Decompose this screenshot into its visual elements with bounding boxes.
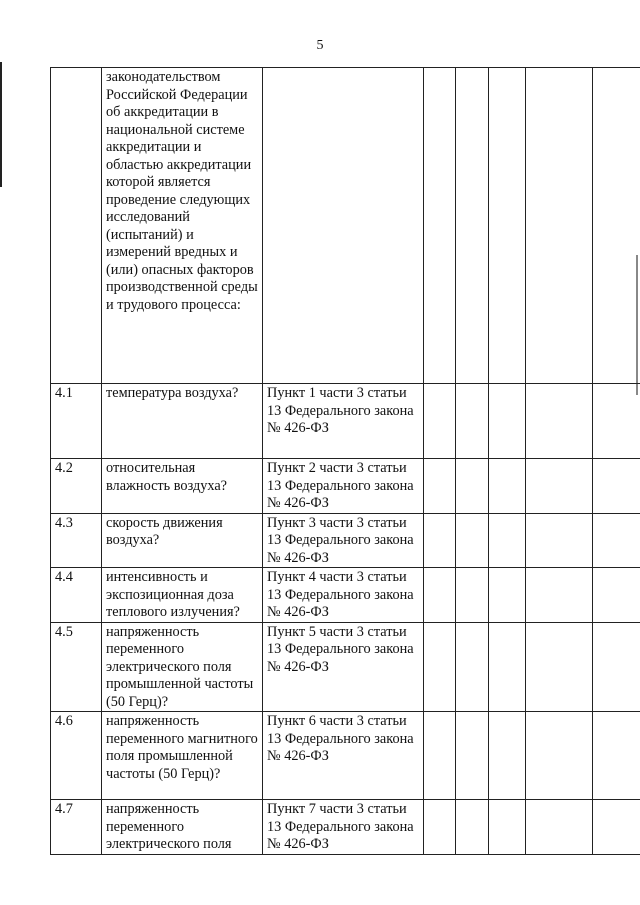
answer-cell-na xyxy=(489,513,526,568)
answer-cell-no xyxy=(456,712,489,800)
row-number: 4.6 xyxy=(51,712,102,800)
answer-cell-comment xyxy=(526,513,593,568)
table-row xyxy=(51,459,640,514)
answer-cell-note xyxy=(593,513,640,568)
row-question: законодательством Российской Федерации об аккредитации в национальной системе аккредитации и областью аккредитации которой является проведение следующих исследований (испытаний) и измерений вредных и (или) опасных факторов производственной среды и трудового процесса: xyxy=(102,68,263,384)
answer-cell-no xyxy=(456,568,489,623)
row-reference: Пункт 6 части 3 статьи 13 Федерального закона № 426-ФЗ xyxy=(263,712,424,800)
answer-cell-note xyxy=(593,384,640,459)
answer-cell-comment xyxy=(526,712,593,800)
answer-cell-comment xyxy=(526,622,593,712)
answer-cell-comment xyxy=(526,568,593,623)
answer-cell-na xyxy=(489,712,526,800)
row-question: напряженность переменного электрического поля xyxy=(102,800,263,855)
answer-cell-yes xyxy=(424,68,456,384)
row-number: 4.2 xyxy=(51,459,102,514)
table-row xyxy=(51,68,640,384)
answer-cell-no xyxy=(456,384,489,459)
answer-cell-no xyxy=(456,800,489,855)
answer-cell-no xyxy=(456,622,489,712)
row-question: напряженность переменного электрического поля промышленной частоты (50 Герц)? xyxy=(102,622,263,712)
row-question: скорость движения воздуха? xyxy=(102,513,263,568)
answer-cell-comment xyxy=(526,800,593,855)
answer-cell-yes xyxy=(424,384,456,459)
row-reference xyxy=(263,68,424,384)
row-reference: Пункт 2 части 3 статьи 13 Федерального закона № 426-ФЗ xyxy=(263,459,424,514)
answer-cell-yes xyxy=(424,800,456,855)
row-number: 4.3 xyxy=(51,513,102,568)
row-question: напряженность переменного магнитного поля промышленной частоты (50 Герц)? xyxy=(102,712,263,800)
table-row xyxy=(51,513,640,568)
answer-cell-na xyxy=(489,622,526,712)
answer-cell-note xyxy=(593,568,640,623)
answer-cell-comment xyxy=(526,384,593,459)
answer-cell-na xyxy=(489,459,526,514)
table-row xyxy=(51,800,640,855)
answer-cell-note xyxy=(593,459,640,514)
answer-cell-note xyxy=(593,68,640,384)
answer-cell-na xyxy=(489,568,526,623)
answer-cell-note xyxy=(593,800,640,855)
answer-cell-na xyxy=(489,384,526,459)
row-number: 4.5 xyxy=(51,622,102,712)
answer-cell-no xyxy=(456,513,489,568)
answer-cell-yes xyxy=(424,459,456,514)
row-number xyxy=(51,68,102,384)
answer-cell-na xyxy=(489,68,526,384)
row-reference: Пункт 3 части 3 статьи 13 Федерального закона № 426-ФЗ xyxy=(263,513,424,568)
row-reference: Пункт 5 части 3 статьи 13 Федерального закона № 426-ФЗ xyxy=(263,622,424,712)
page-number: 5 xyxy=(316,38,324,53)
table-row xyxy=(51,622,640,712)
row-reference: Пункт 1 части 3 статьи 13 Федерального закона № 426-ФЗ xyxy=(263,384,424,459)
answer-cell-comment xyxy=(526,459,593,514)
row-question: интенсивность и экспозиционная доза теплового излучения? xyxy=(102,568,263,623)
answer-cell-yes xyxy=(424,712,456,800)
scan-edge-mark xyxy=(0,62,2,187)
row-number: 4.7 xyxy=(51,800,102,855)
row-question: относительная влажность воздуха? xyxy=(102,459,263,514)
answer-cell-yes xyxy=(424,513,456,568)
answer-cell-note xyxy=(593,622,640,712)
answer-cell-yes xyxy=(424,622,456,712)
checklist-table xyxy=(50,67,640,855)
answer-cell-comment xyxy=(526,68,593,384)
table-row xyxy=(51,712,640,800)
answer-cell-note xyxy=(593,712,640,800)
answer-cell-na xyxy=(489,800,526,855)
row-reference: Пункт 7 части 3 статьи 13 Федерального закона № 426-ФЗ xyxy=(263,800,424,855)
answer-cell-yes xyxy=(424,568,456,623)
table-row xyxy=(51,384,640,459)
row-question: температура воздуха? xyxy=(102,384,263,459)
row-number: 4.1 xyxy=(51,384,102,459)
row-number: 4.4 xyxy=(51,568,102,623)
answer-cell-no xyxy=(456,68,489,384)
table-row xyxy=(51,568,640,623)
row-reference: Пункт 4 части 3 статьи 13 Федерального закона № 426-ФЗ xyxy=(263,568,424,623)
answer-cell-no xyxy=(456,459,489,514)
